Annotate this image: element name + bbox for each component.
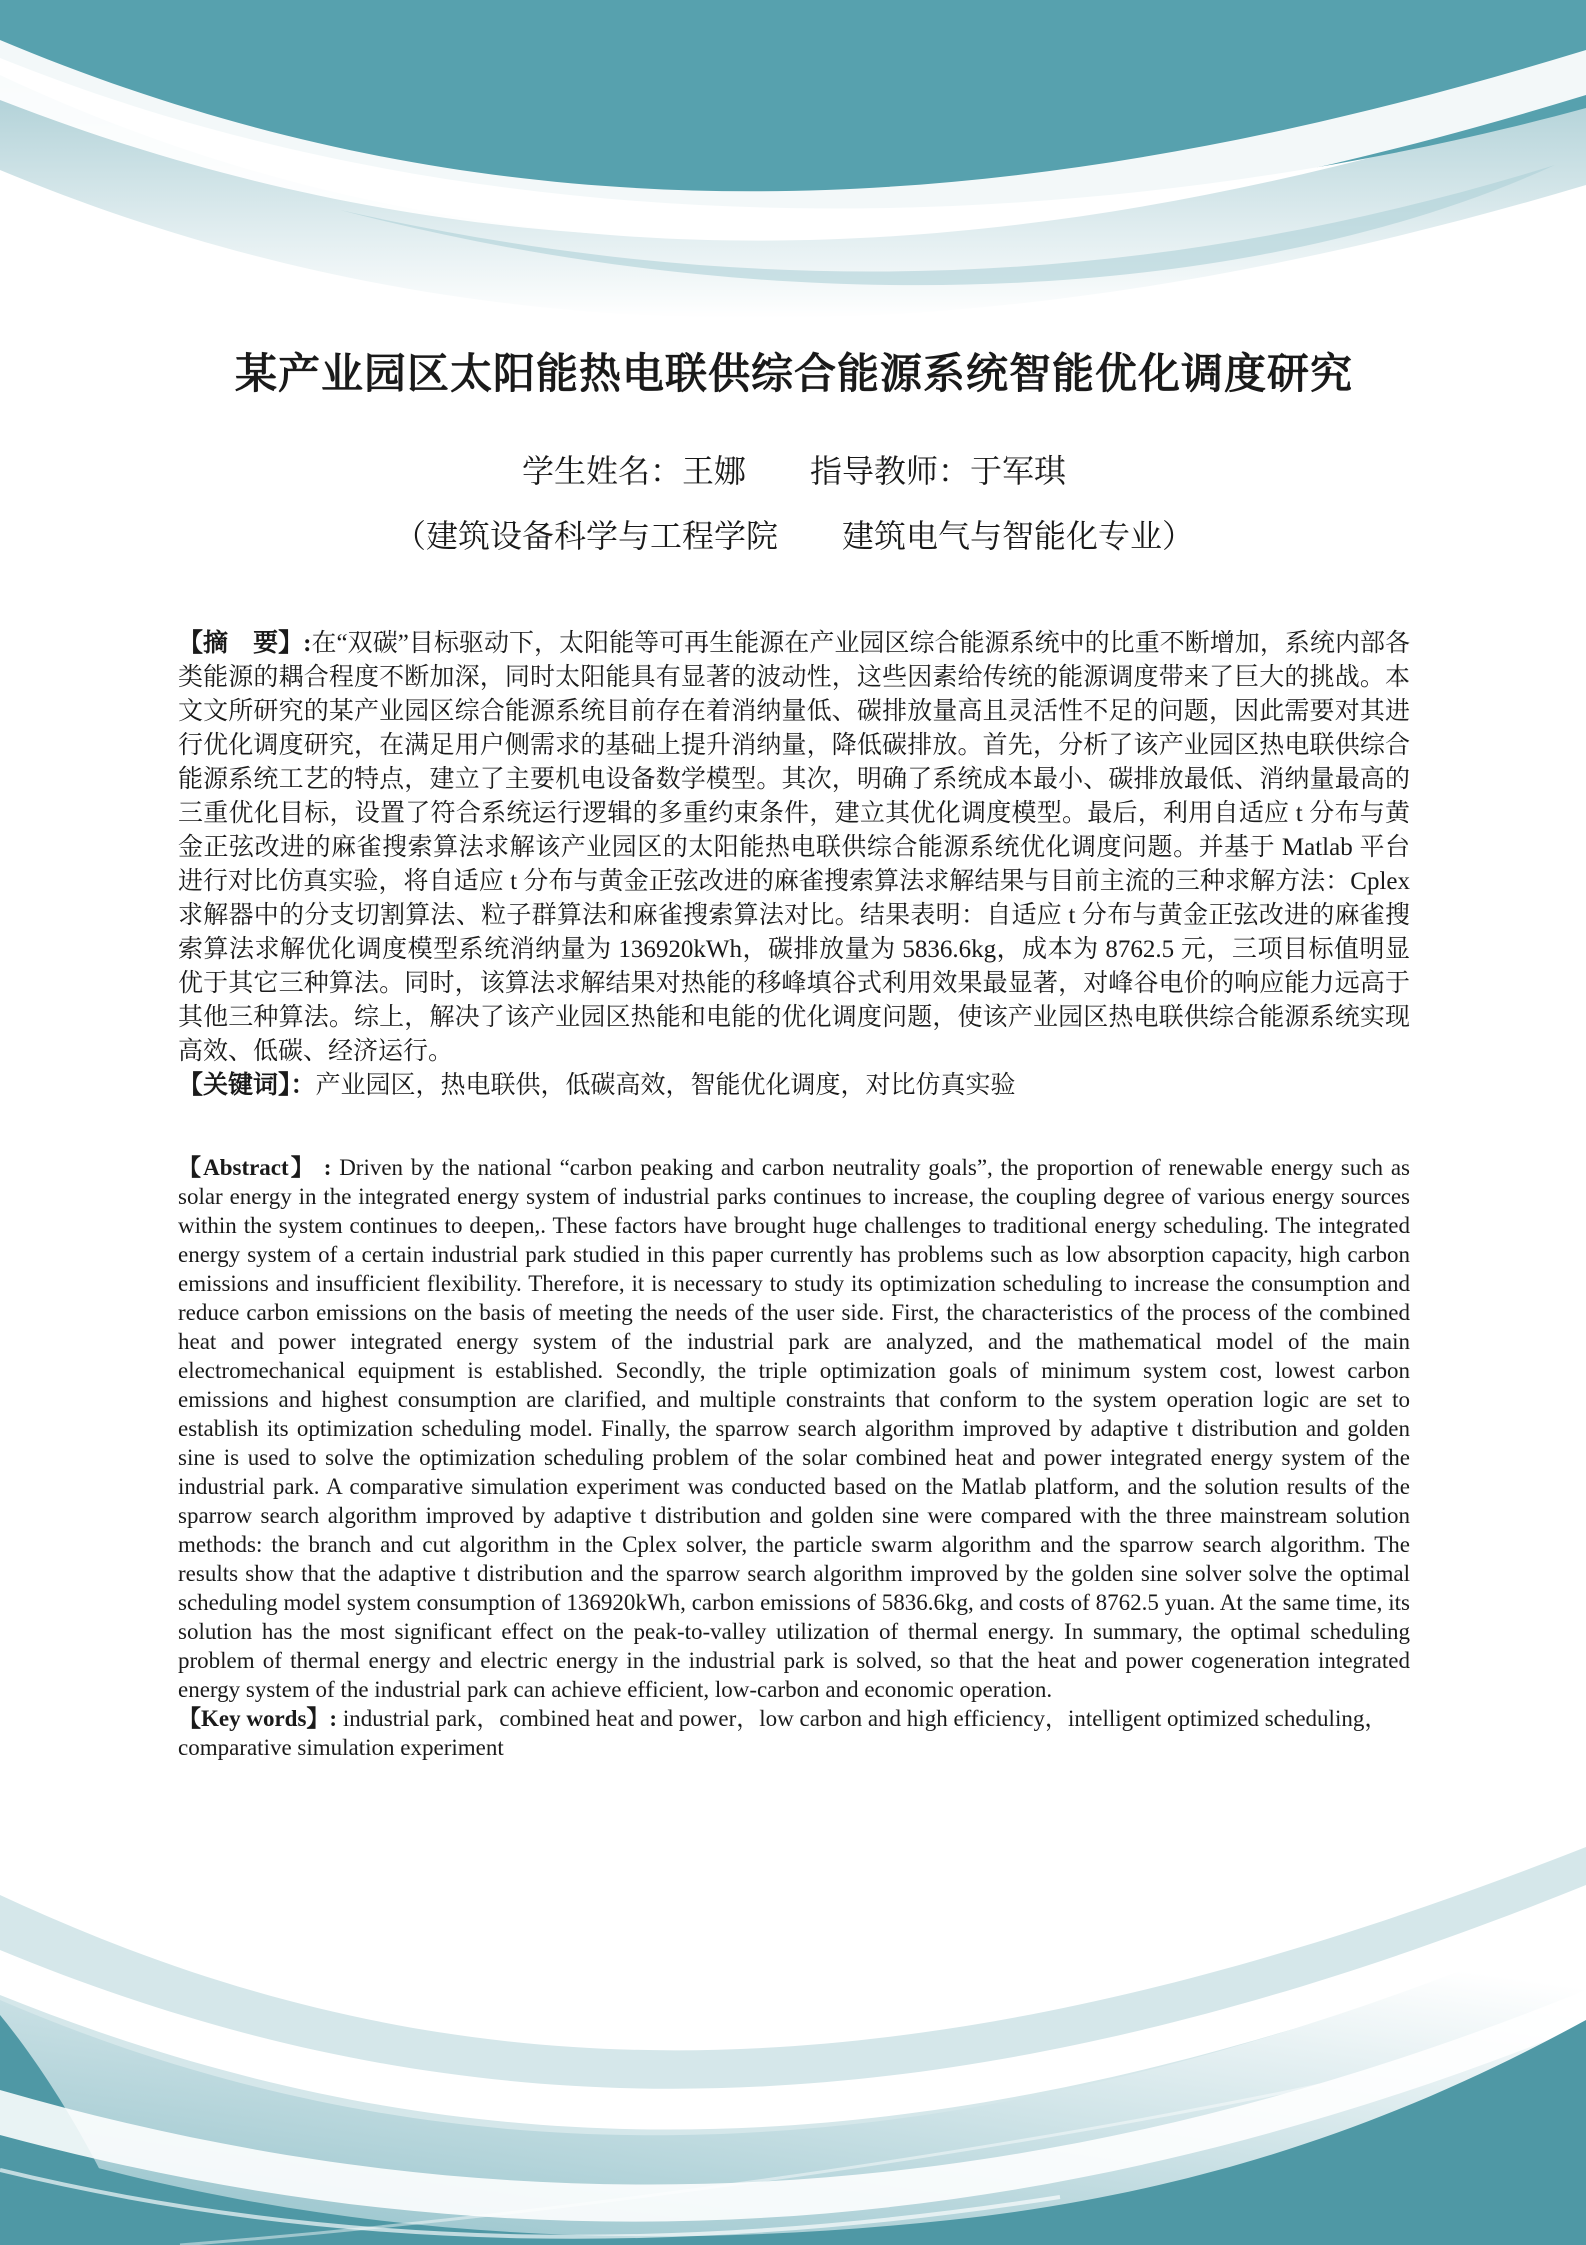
thesis-title: 某产业园区太阳能热电联供综合能源系统智能优化调度研究 [234, 352, 1353, 398]
keywords-cn [178, 1069, 1410, 1103]
keywords-en [178, 1704, 1410, 1762]
keywords-cn-body: 产业园区，热电联供，低碳高效，智能优化调度，对比仿真实验 [315, 1072, 1016, 1100]
bottom-wave-decoration [0, 1785, 1586, 2245]
keywords-en-body: industrial park，combined heat and power，low carbon and high efficiency，intelligent optimized scheduling，comparative simulation experiment [178, 1706, 1388, 1761]
keywords-en-label: 【Key words】: [178, 1706, 343, 1732]
abstract-cn-body: 在“双碳”目标驱动下，太阳能等可再生能源在产业园区综合能源系统中的比重不断增加，系统内部各类能源的耦合程度不断加深，同时太阳能具有显著的波动性，这些因素给传统的能源调度带来了巨大的挑战。本文文所研究的某产业园区综合能源系统目前存在着消纳量低、碳排放量高且灵活性不足的问题，因此需要对其进行优化调度研究，在满足用户侧需求的基础上提升消纳量，降低碳排放。首先，分析了该产业园区热电联供综合能源系统工艺的特点，建立了主要机电设备数学模型。其次，明确了系统成本最小、碳排放最低、消纳量最高的三重优化目标，设置了符合系统运行逻辑的多重约束条件，建立其优化调度模型。最后，利用自适应 t 分布与黄金正弦改进的麻雀搜索算法求解该产业园区的太阳能热电联供综合能源系统优化调度问题。并基于 Matlab 平台进行对比仿真实验，将自适应 t 分布与黄金正弦改进的麻雀搜索算法求解结果与目前主流的三种求解方法：Cplex 求解器中的分支切割算法、粒子群算法和麻雀搜索算法对比。结果表明：自适应 t 分布与黄金正弦改进的麻雀搜索算法求解优化调度模型系统消纳量为 136920kWh，碳排放量为 5836.6kg，成本为 8762.5 元，三项目标值明显优于其它三种算法。同时，该算法求解结果对热能的移峰填谷式利用效果最显著，对峰谷电价的响应能力远高于其他三种算法。综上，解决了该产业园区热能和电能的优化调度问题，使该产业园区热电联供综合能源系统实现高效、低碳、经济运行。 [178, 630, 1411, 1066]
abstract-en [178, 1153, 1410, 1704]
abstract-en-body: Driven by the national “carbon peaking and carbon neutrality goals”, the proportion of renewable energy such as solar energy in the integrated energy system of industrial parks continues to increase, the coupling degree of various energy sources within the system continues to deepen,. These factors have brought huge challenges to traditional energy scheduling. The integrated energy system of a certain industrial park studied in this paper currently has problems such as low absorption capacity, high carbon emissions and insufficient flexibility. Therefore, it is necessary to study its optimization scheduling to increase the consumption and reduce carbon emissions on the basis of meeting the needs of the user side. First, the characteristics of the process of the combined heat and power integrated energy system of the industrial park are analyzed, and the mathematical model of the main electromechanical equipment is established. Secondly, the triple optimization goals of minimum system cost, lowest carbon emissions and highest consumption are clarified, and multiple constraints that conform to the system operation logic are set to establish its optimization scheduling model. Finally, the sparrow search algorithm improved by adaptive t distribution and golden sine is used to solve the optimization scheduling problem of the solar combined heat and power integrated energy system of the industrial park. A comparative simulation experiment was conducted based on the Matlab platform, and the solution results of the sparrow search algorithm improved by adaptive t distribution and golden sine were compared with the three mainstream solution methods: the branch and cut algorithm in the Cplex solver, the particle swarm algorithm and the sparrow search algorithm. The results show that the adaptive t distribution and the sparrow search algorithm improved by the golden sine solver solve the optimal scheduling model system consumption of 136920kWh, carbon emissions of 5836.6kg, and costs of 8762.5 yuan. At the same time, its solution has the most significant effect on the peak-to-valley utilization of thermal energy. In summary, the optimal scheduling problem of thermal energy and electric energy in the industrial park is solved, so that the heat and power cogeneration integrated energy system of the industrial park can achieve efficient, low-carbon and economic operation. [178, 1155, 1410, 1703]
keywords-cn-label: 【关键词】： [178, 1072, 316, 1100]
affiliation-line: （建筑设备科学与工程学院 建筑电气与智能化专业） [393, 517, 1194, 554]
student-advisor-line: 学生姓名：王娜 指导教师：于军琪 [521, 453, 1066, 490]
abstract-cn-label: 【摘 要】: [178, 630, 312, 658]
abstract-cn [178, 627, 1410, 1069]
abstract-en-label: 【Abstract】 : [178, 1155, 340, 1181]
